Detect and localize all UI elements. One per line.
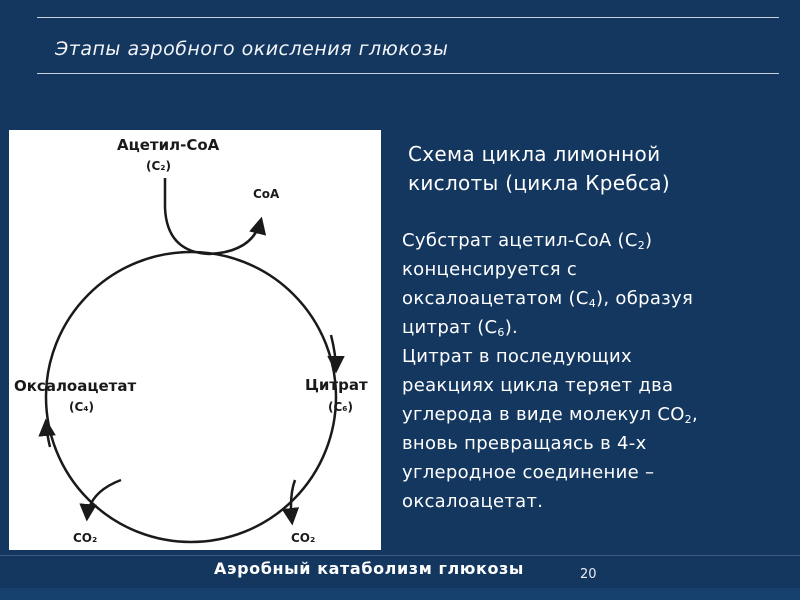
title-divider [37, 73, 779, 74]
co2-left-label: СО₂ [73, 531, 98, 545]
p1-text-c: конценсируется с [402, 259, 578, 280]
p2-text-f: углеродное соединение – [402, 462, 655, 483]
co2-right-label: СО₂ [291, 531, 316, 545]
diagram-heading [408, 140, 768, 198]
paragraph-substrate [402, 226, 782, 342]
p2-sub-c: 2 [684, 413, 692, 426]
p1-text-a: Субстрат ацетил-СоА (С [402, 230, 638, 251]
p1-text-g: ). [504, 317, 519, 338]
acetyl-label: Ацетил-СоА [117, 136, 220, 154]
citrate-label: Цитрат [305, 376, 368, 394]
footer-title: Аэробный катаболизм глюкозы [214, 559, 525, 578]
oxaloacetate-label: Оксалоацетат [14, 377, 137, 395]
acetyl-carbon-label: (С₂) [146, 159, 172, 173]
p1-text-b: ) [645, 230, 653, 251]
heading-line-2: кислоты (цикла Кребса) [408, 171, 670, 195]
p1-text-d: оксалоацетатом (С [402, 288, 589, 309]
p1-sub-a: 2 [637, 239, 646, 252]
coa-label: СоА [253, 187, 280, 201]
acetyl-entry-arrow [165, 178, 261, 254]
p2-text-d: , [691, 404, 699, 425]
heading-line-1: Схема цикла лимонной [408, 142, 661, 166]
p1-sub-f: 6 [497, 326, 505, 339]
krebs-cycle-diagram [9, 130, 381, 550]
p1-text-f: цитрат (С [402, 317, 498, 338]
p2-text-g: оксалоацетат. [402, 491, 544, 512]
p2-text-e: вновь превращаясь в 4-х [402, 433, 647, 454]
p2-text-c: углерода в виде молекул СО [402, 404, 685, 425]
p1-sub-d: 4 [588, 297, 597, 310]
paragraph-citrate [402, 342, 782, 516]
oxaloacetate-carbon-label: (С₄) [69, 400, 95, 414]
p2-text-a: Цитрат в последующих [402, 346, 632, 367]
p1-text-e: ), образуя [596, 288, 694, 309]
bottom-strip [0, 588, 800, 600]
slide-number: 20 [580, 567, 597, 582]
citrate-carbon-label: (С₆) [328, 400, 354, 414]
top-divider [37, 17, 779, 18]
p2-text-b: реакциях цикла теряет два [402, 375, 674, 396]
slide-title: Этапы аэробного окисления глюкозы [55, 38, 449, 60]
description-text [402, 226, 782, 516]
